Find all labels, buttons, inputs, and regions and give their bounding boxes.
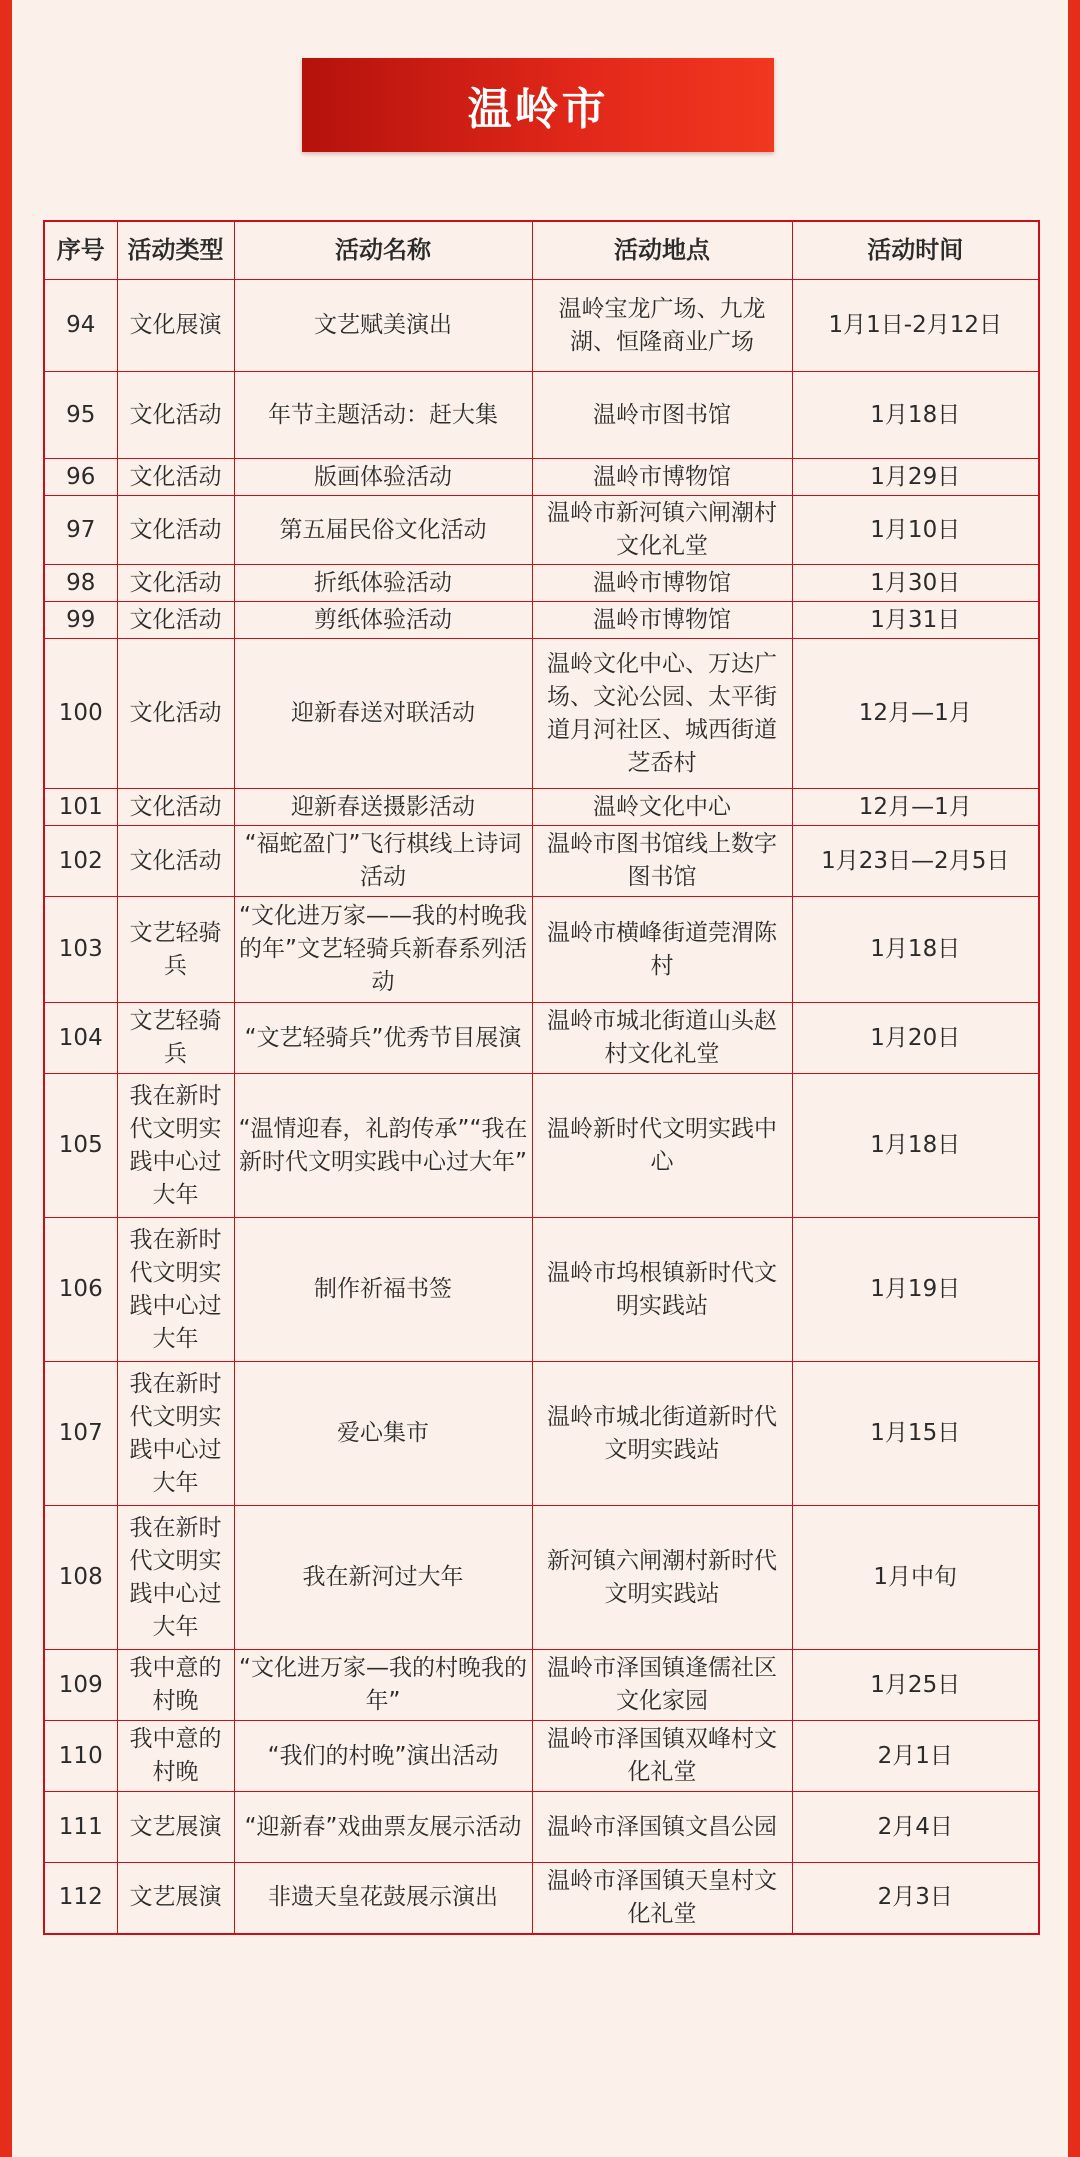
cell-seq: 99 bbox=[44, 602, 117, 639]
cell-time: 2月1日 bbox=[792, 1721, 1039, 1792]
cell-name: 制作祈福书签 bbox=[234, 1218, 532, 1362]
cell-type: 文艺轻骑兵 bbox=[117, 1003, 234, 1074]
table-row bbox=[44, 1218, 1039, 1362]
cell-name: 第五届民俗文化活动 bbox=[234, 496, 532, 565]
cell-seq: 104 bbox=[44, 1003, 117, 1074]
cell-seq: 97 bbox=[44, 496, 117, 565]
cell-seq: 106 bbox=[44, 1218, 117, 1362]
cell-location: 温岭市泽国镇双峰村文化礼堂 bbox=[532, 1721, 792, 1792]
cell-time: 1月23日—2月5日 bbox=[792, 826, 1039, 897]
table-body bbox=[44, 280, 1039, 1934]
cell-seq: 102 bbox=[44, 826, 117, 897]
page-title: 温岭市 bbox=[467, 84, 609, 135]
table-row bbox=[44, 1506, 1039, 1650]
table-row bbox=[44, 826, 1039, 897]
cell-seq: 105 bbox=[44, 1074, 117, 1218]
cell-seq: 107 bbox=[44, 1362, 117, 1506]
cell-location: 温岭新时代文明实践中心 bbox=[532, 1074, 792, 1218]
cell-location: 温岭市博物馆 bbox=[532, 459, 792, 496]
cell-location: 温岭市博物馆 bbox=[532, 565, 792, 602]
table-row bbox=[44, 565, 1039, 602]
table-row bbox=[44, 1003, 1039, 1074]
cell-type: 我在新时代文明实践中心过大年 bbox=[117, 1074, 234, 1218]
cell-seq: 101 bbox=[44, 789, 117, 826]
cell-name: 非遗天皇花鼓展示演出 bbox=[234, 1863, 532, 1934]
cell-type: 文化活动 bbox=[117, 789, 234, 826]
cell-seq: 94 bbox=[44, 280, 117, 372]
activity-table bbox=[43, 220, 1040, 1935]
table-row bbox=[44, 372, 1039, 459]
cell-type: 文化活动 bbox=[117, 639, 234, 789]
cell-name: 版画体验活动 bbox=[234, 459, 532, 496]
table-row bbox=[44, 897, 1039, 1003]
cell-time: 1月15日 bbox=[792, 1362, 1039, 1506]
cell-type: 文化活动 bbox=[117, 565, 234, 602]
cell-location: 温岭市图书馆 bbox=[532, 372, 792, 459]
table-row bbox=[44, 1362, 1039, 1506]
table-row bbox=[44, 789, 1039, 826]
table-row bbox=[44, 1721, 1039, 1792]
cell-time: 1月31日 bbox=[792, 602, 1039, 639]
cell-seq: 112 bbox=[44, 1863, 117, 1934]
cell-time: 2月4日 bbox=[792, 1792, 1039, 1863]
cell-type: 我中意的村晚 bbox=[117, 1721, 234, 1792]
table-header-row bbox=[44, 221, 1039, 280]
cell-name: “我们的村晚”演出活动 bbox=[234, 1721, 532, 1792]
cell-name: 爱心集市 bbox=[234, 1362, 532, 1506]
cell-name: “福蛇盈门”飞行棋线上诗词活动 bbox=[234, 826, 532, 897]
cell-type: 文艺轻骑兵 bbox=[117, 897, 234, 1003]
cell-seq: 100 bbox=[44, 639, 117, 789]
cell-time: 1月29日 bbox=[792, 459, 1039, 496]
cell-name: “文艺轻骑兵”优秀节目展演 bbox=[234, 1003, 532, 1074]
cell-time: 1月10日 bbox=[792, 496, 1039, 565]
cell-location: 温岭市横峰街道莞渭陈村 bbox=[532, 897, 792, 1003]
cell-location: 温岭市城北街道新时代文明实践站 bbox=[532, 1362, 792, 1506]
cell-name: “文化进万家—我的村晚我的年” bbox=[234, 1650, 532, 1721]
cell-time: 12月—1月 bbox=[792, 789, 1039, 826]
cell-location: 温岭市泽国镇天皇村文化礼堂 bbox=[532, 1863, 792, 1934]
title-banner bbox=[302, 58, 774, 152]
cell-name: 剪纸体验活动 bbox=[234, 602, 532, 639]
cell-time: 1月18日 bbox=[792, 1074, 1039, 1218]
cell-seq: 111 bbox=[44, 1792, 117, 1863]
left-red-border bbox=[0, 0, 12, 2157]
cell-seq: 110 bbox=[44, 1721, 117, 1792]
cell-name: “文化进万家——我的村晚我的年”文艺轻骑兵新春系列活动 bbox=[234, 897, 532, 1003]
cell-location: 温岭市图书馆线上数字图书馆 bbox=[532, 826, 792, 897]
cell-type: 文化活动 bbox=[117, 826, 234, 897]
cell-name: 我在新河过大年 bbox=[234, 1506, 532, 1650]
cell-name: 年节主题活动：赶大集 bbox=[234, 372, 532, 459]
cell-location: 温岭宝龙广场、九龙湖、恒隆商业广场 bbox=[532, 280, 792, 372]
cell-name: 折纸体验活动 bbox=[234, 565, 532, 602]
cell-location: 温岭市博物馆 bbox=[532, 602, 792, 639]
table-row bbox=[44, 1650, 1039, 1721]
cell-seq: 98 bbox=[44, 565, 117, 602]
table-row bbox=[44, 639, 1039, 789]
cell-time: 2月3日 bbox=[792, 1863, 1039, 1934]
cell-seq: 95 bbox=[44, 372, 117, 459]
cell-location: 温岭市城北街道山头赵村文化礼堂 bbox=[532, 1003, 792, 1074]
cell-time: 1月18日 bbox=[792, 372, 1039, 459]
cell-time: 1月中旬 bbox=[792, 1506, 1039, 1650]
header-location: 活动地点 bbox=[532, 221, 792, 280]
cell-type: 我中意的村晚 bbox=[117, 1650, 234, 1721]
cell-type: 我在新时代文明实践中心过大年 bbox=[117, 1362, 234, 1506]
table-row bbox=[44, 1863, 1039, 1934]
cell-location: 温岭市新河镇六闸潮村文化礼堂 bbox=[532, 496, 792, 565]
cell-time: 1月25日 bbox=[792, 1650, 1039, 1721]
cell-location: 新河镇六闸潮村新时代文明实践站 bbox=[532, 1506, 792, 1650]
table-row bbox=[44, 496, 1039, 565]
right-red-border bbox=[1068, 0, 1080, 2157]
cell-time: 1月18日 bbox=[792, 897, 1039, 1003]
cell-location: 温岭市泽国镇文昌公园 bbox=[532, 1792, 792, 1863]
cell-type: 文化活动 bbox=[117, 372, 234, 459]
cell-type: 我在新时代文明实践中心过大年 bbox=[117, 1218, 234, 1362]
table-row bbox=[44, 459, 1039, 496]
header-type: 活动类型 bbox=[117, 221, 234, 280]
cell-name: 文艺赋美演出 bbox=[234, 280, 532, 372]
cell-time: 1月19日 bbox=[792, 1218, 1039, 1362]
table-row bbox=[44, 1074, 1039, 1218]
cell-name: “迎新春”戏曲票友展示活动 bbox=[234, 1792, 532, 1863]
cell-location: 温岭市泽国镇逢儒社区文化家园 bbox=[532, 1650, 792, 1721]
cell-seq: 109 bbox=[44, 1650, 117, 1721]
cell-type: 文化活动 bbox=[117, 496, 234, 565]
header-time: 活动时间 bbox=[792, 221, 1039, 280]
cell-seq: 96 bbox=[44, 459, 117, 496]
cell-time: 12月—1月 bbox=[792, 639, 1039, 789]
cell-name: “温情迎春，礼韵传承”“我在新时代文明实践中心过大年” bbox=[234, 1074, 532, 1218]
cell-time: 1月20日 bbox=[792, 1003, 1039, 1074]
cell-name: 迎新春送摄影活动 bbox=[234, 789, 532, 826]
cell-location: 温岭市坞根镇新时代文明实践站 bbox=[532, 1218, 792, 1362]
cell-seq: 103 bbox=[44, 897, 117, 1003]
cell-type: 文化展演 bbox=[117, 280, 234, 372]
cell-type: 文艺展演 bbox=[117, 1863, 234, 1934]
table-row bbox=[44, 602, 1039, 639]
header-seq: 序号 bbox=[44, 221, 117, 280]
cell-type: 文艺展演 bbox=[117, 1792, 234, 1863]
cell-type: 文化活动 bbox=[117, 459, 234, 496]
header-name: 活动名称 bbox=[234, 221, 532, 280]
table-row bbox=[44, 1792, 1039, 1863]
cell-type: 我在新时代文明实践中心过大年 bbox=[117, 1506, 234, 1650]
cell-seq: 108 bbox=[44, 1506, 117, 1650]
cell-time: 1月30日 bbox=[792, 565, 1039, 602]
cell-name: 迎新春送对联活动 bbox=[234, 639, 532, 789]
cell-location: 温岭文化中心、万达广场、文沁公园、太平街道月河社区、城西街道芝岙村 bbox=[532, 639, 792, 789]
cell-location: 温岭文化中心 bbox=[532, 789, 792, 826]
table-row bbox=[44, 280, 1039, 372]
cell-type: 文化活动 bbox=[117, 602, 234, 639]
cell-time: 1月1日-2月12日 bbox=[792, 280, 1039, 372]
